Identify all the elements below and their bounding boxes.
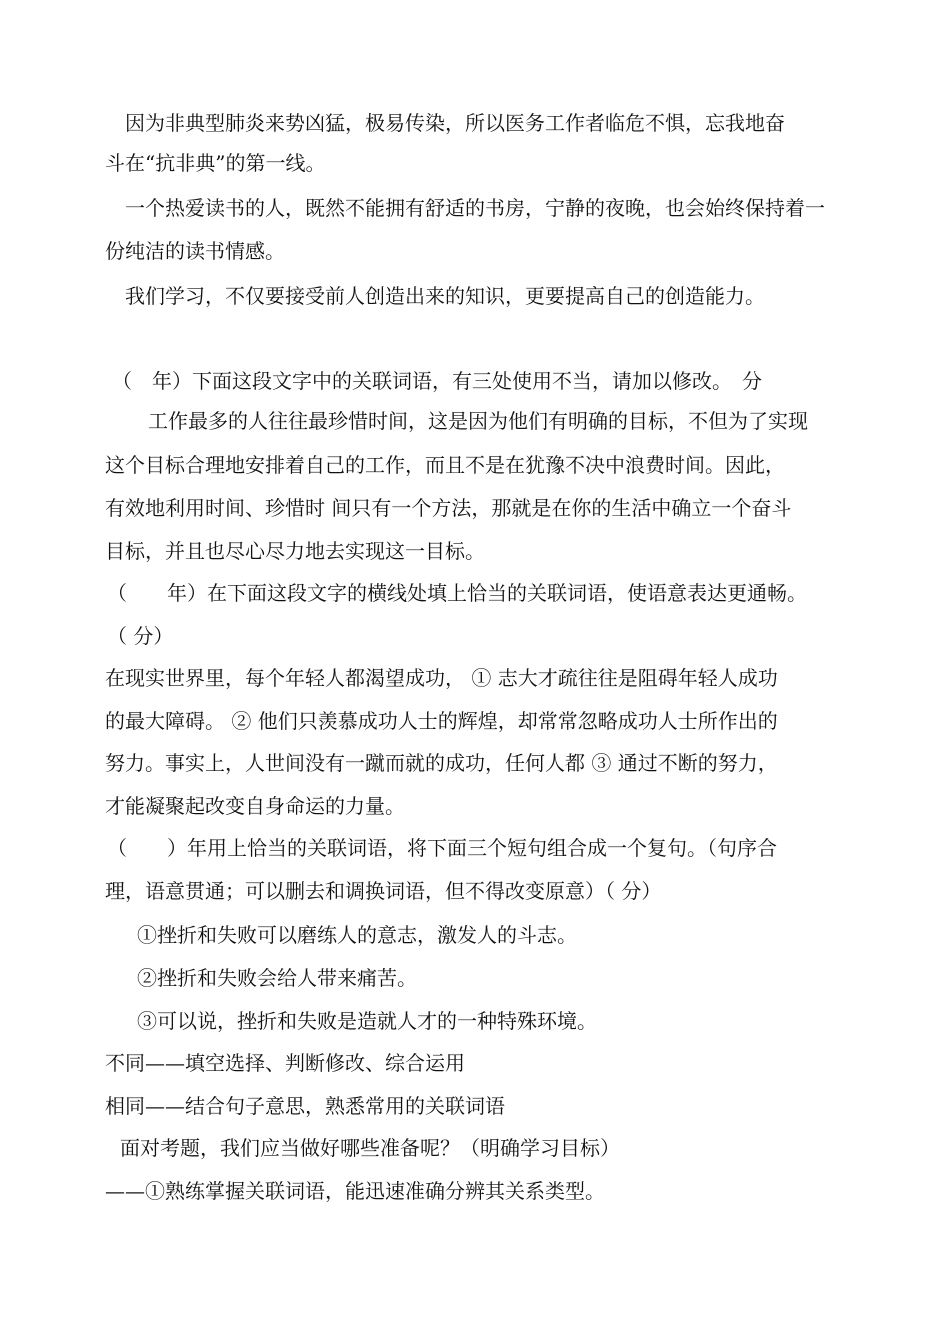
text-line: 努力。事实上，人世间没有一蹴而就的成功，任何人都 ③ 通过不断的努力， <box>105 751 778 775</box>
text-line: 才能凝聚起改变自身命运的力量。 <box>105 794 405 818</box>
text-line: （ 分） <box>107 624 174 648</box>
text-line: ③可以说，挫折和失败是造就人才的一种特殊环境。 <box>137 1009 597 1033</box>
text-line: 理，语意贯通；可以删去和调换词语，但不得改变原意）（ 分） <box>105 879 662 903</box>
text-line: 相同——结合句子意思，熟悉常用的关联词语 <box>105 1094 505 1118</box>
text-line: 在现实世界里，每个年轻人都渴望成功， ① 志大才疏往往是阻碍年轻人成功 <box>105 666 778 690</box>
text-line: （ 年）下面这段文字中的关联词语，有三处使用不当，请加以修改。 分 <box>112 369 762 393</box>
text-line: 面对考题，我们应当做好哪些准备呢？（明确学习目标） <box>120 1136 620 1160</box>
text-line: ——①熟练掌握关联词语，能迅速准确分辨其关系类型。 <box>105 1179 605 1203</box>
text-line: 工作最多的人往往最珍惜时间，这是因为他们有明确的目标，不但为了实现 <box>148 409 808 433</box>
text-line: ①挫折和失败可以磨练人的意志，激发人的斗志。 <box>137 923 577 947</box>
text-line: ②挫折和失败会给人带来痛苦。 <box>137 966 417 990</box>
text-line: 有效地利用时间、珍惜时 间只有一个方法，那就是在你的生活中确立一个奋斗 <box>105 496 792 520</box>
text-line: 因为非典型肺炎来势凶猛，极易传染，所以医务工作者临危不惧，忘我地奋 <box>125 111 785 135</box>
text-line: 斗在“抗非典”的第一线。 <box>105 151 326 175</box>
text-line: （ ）年用上恰当的关联词语，将下面三个短句组合成一个复句。（句序合 <box>107 836 777 860</box>
text-line: 的最大障碍。 ② 他们只羡慕成功人士的辉煌，却常常忽略成功人士所作出的 <box>105 709 778 733</box>
text-line: 目标，并且也尽心尽力地去实现这一目标。 <box>105 539 485 563</box>
text-line: 不同——填空选择、判断修改、综合运用 <box>105 1051 465 1075</box>
text-line: 这个目标合理地安排着自己的工作，而且不是在犹豫不决中浪费时间。因此， <box>105 453 785 477</box>
text-line: 我们学习，不仅要接受前人创造出来的知识，更要提高自己的创造能力。 <box>125 284 765 308</box>
text-line: 份纯洁的读书情感。 <box>105 239 285 263</box>
text-line: 一个热爱读书的人，既然不能拥有舒适的书房，宁静的夜晚，也会始终保持着一 <box>125 196 825 220</box>
text-line: （ 年）在下面这段文字的横线处填上恰当的关联词语，使语意表达更通畅。 <box>107 581 807 605</box>
